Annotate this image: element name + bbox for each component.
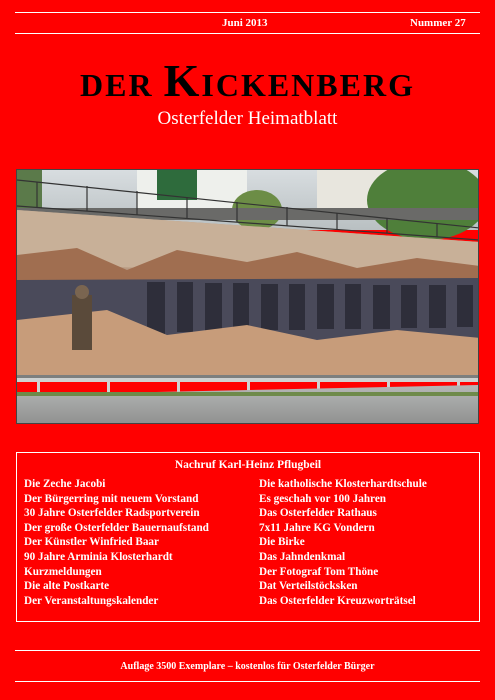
- toc-item: Die Zeche Jacobi: [24, 478, 106, 490]
- toc-item: Kurzmeldungen: [24, 565, 102, 578]
- title-big-letter: K: [163, 55, 202, 106]
- toc-item: Die alte Postkarte: [24, 580, 110, 593]
- footer-text: Auflage 3500 Exemplare – kostenlos für Osterfelder Bürger: [120, 661, 375, 672]
- toc-item: Der Bürgerring mit neuem Vorstand: [24, 492, 199, 505]
- toc-item: Das Osterfelder Rathaus: [259, 507, 377, 520]
- toc-item: 90 Jahre Arminia Klosterhardt: [24, 550, 173, 563]
- title-prefix: DER: [80, 67, 164, 103]
- toc-item: Die Birke: [259, 536, 305, 549]
- toc-item: Der Künstler Winfried Baar: [24, 536, 159, 549]
- header-rule: [15, 33, 480, 34]
- title-rest: ICKENBERG: [201, 67, 415, 103]
- toc-item: Dat Verteilstöcksken: [259, 580, 358, 593]
- toc-item: Der Fotograf Tom Thöne: [259, 565, 379, 578]
- masthead-subtitle: Osterfelder Heimatblatt: [157, 108, 338, 129]
- top-rule: [15, 12, 480, 13]
- toc-heading: Nachruf Karl-Heinz Pflugbeil: [174, 459, 322, 471]
- issue-number: Nummer 27: [410, 17, 466, 29]
- issue-date: Juni 2013: [222, 17, 268, 29]
- table-of-contents: [16, 452, 480, 622]
- toc-item: Der Veranstaltungskalender: [24, 594, 159, 607]
- toc-item: 7x11 Jahre KG Vondern: [259, 521, 375, 534]
- toc-right-column: [259, 477, 427, 608]
- footer-rule-bottom: [15, 681, 480, 682]
- toc-item: Das Jahndenkmal: [259, 550, 346, 563]
- footer-rule-top: [15, 650, 480, 651]
- toc-left-column: [24, 477, 209, 608]
- toc-item: Das Osterfelder Kreuzworträtsel: [259, 594, 416, 607]
- toc-item: Es geschah vor 100 Jahren: [259, 492, 387, 505]
- toc-item: 30 Jahre Osterfelder Radsportverein: [24, 507, 200, 520]
- toc-item: Die katholische Klosterhardtschule: [259, 478, 427, 490]
- masthead-title: [0, 55, 495, 106]
- toc-item: Der große Osterfelder Bauernaufstand: [24, 521, 209, 534]
- cover-photo-mural: [16, 169, 479, 424]
